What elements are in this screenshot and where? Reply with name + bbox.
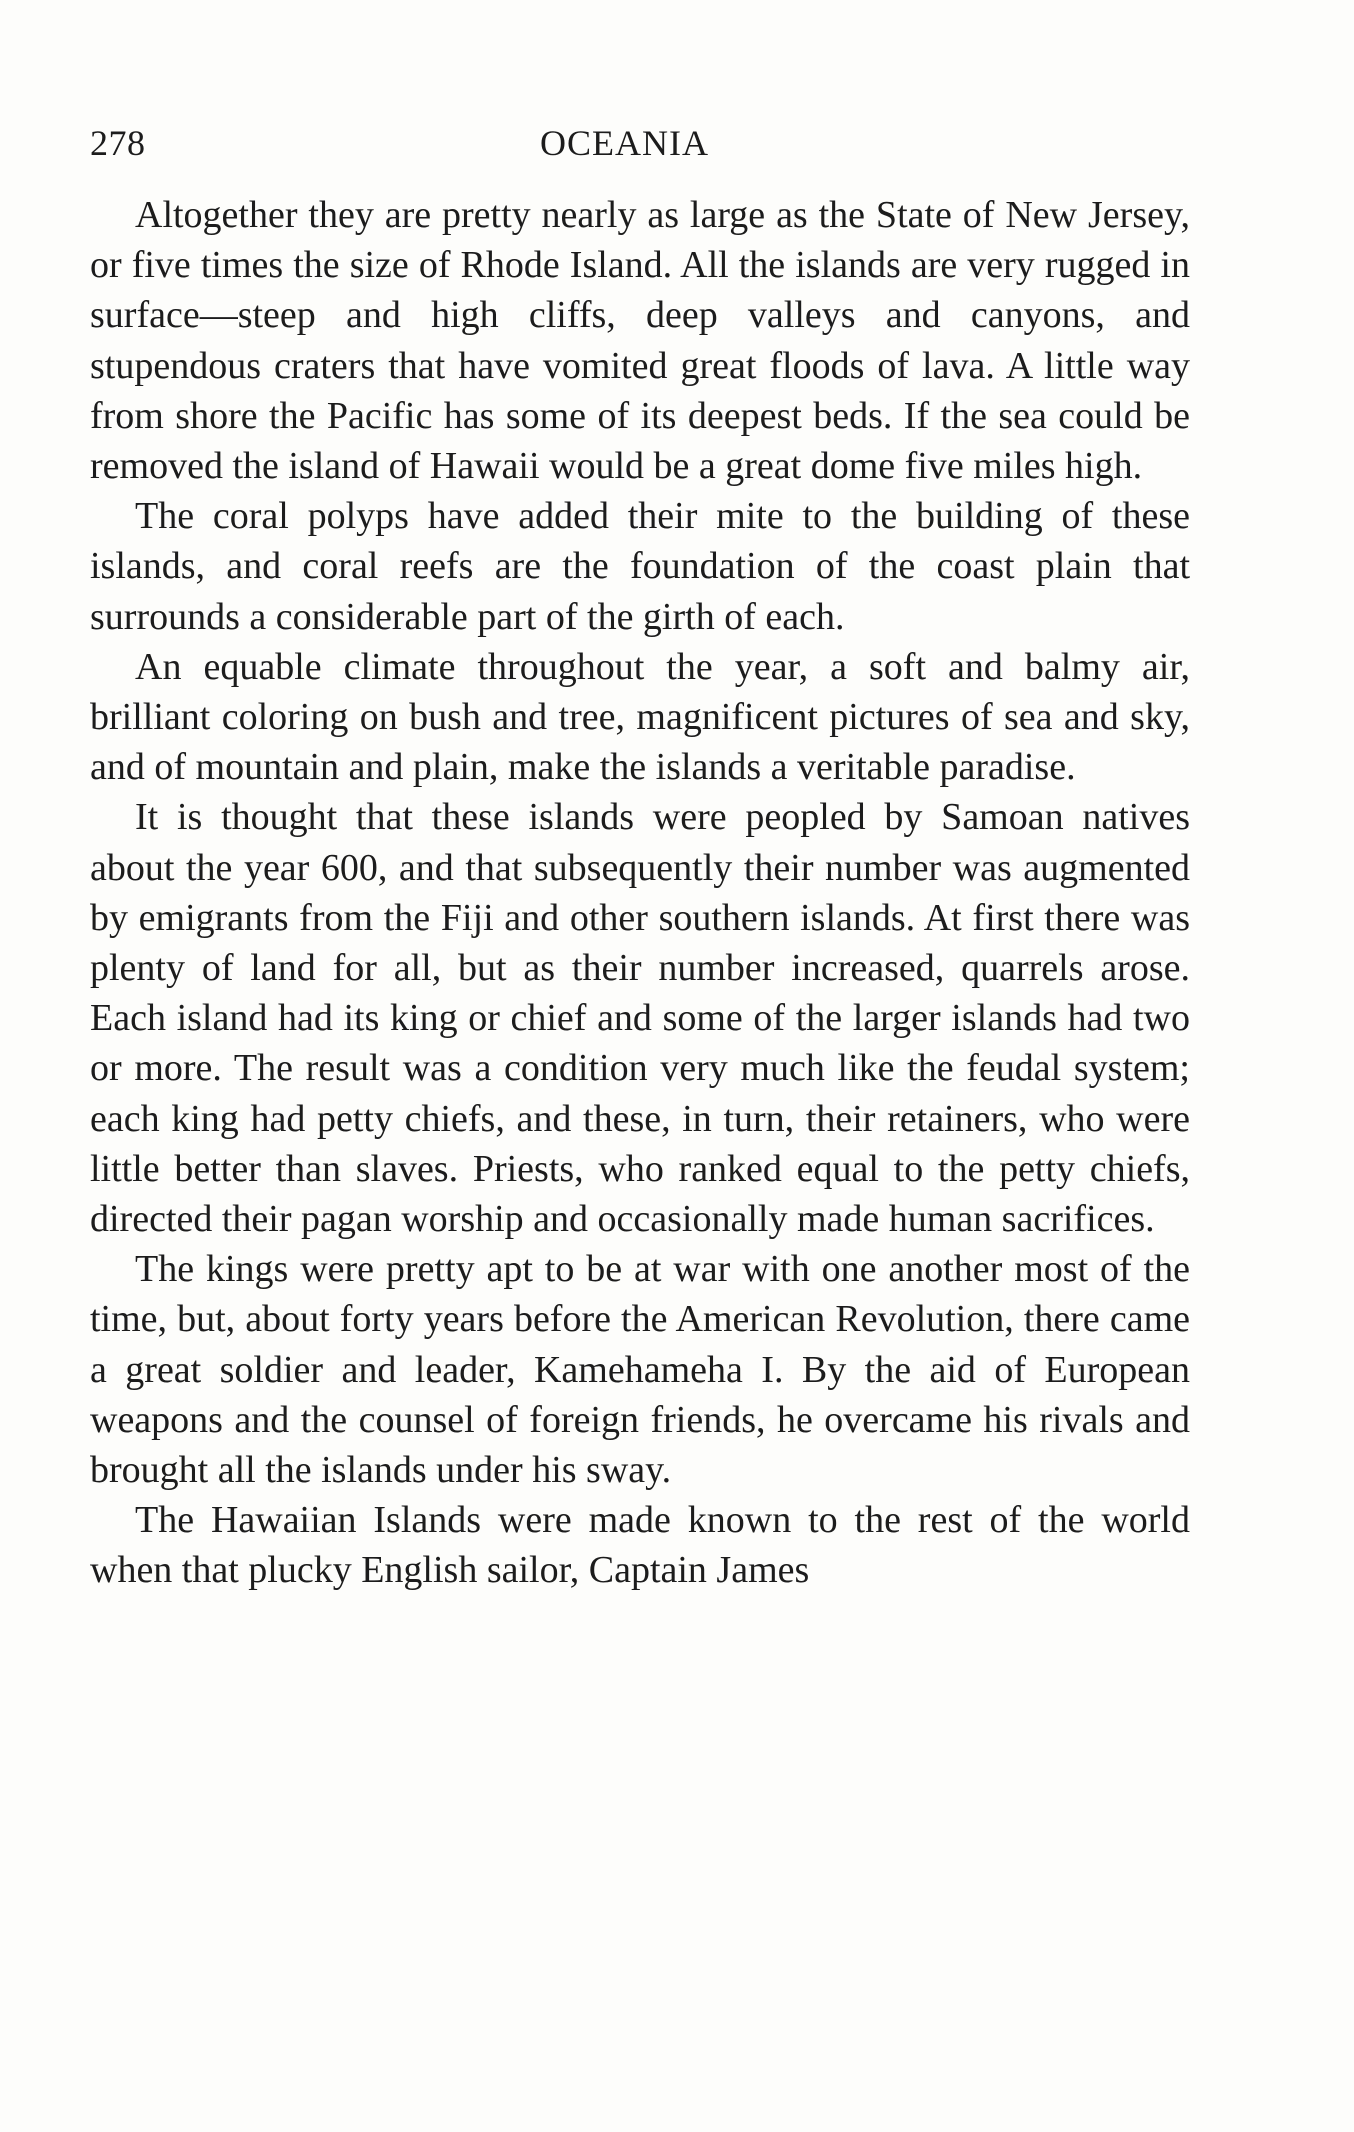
paragraph: Altogether they are pretty nearly as large as the State of New Jersey, or five times the size of Rhode Island. All the islands are very rugged in surface—steep and high cliffs, deep valleys and canyons, and stupendous craters that have vomited great floods of lava. A little way from shore the Pacific has some of its deepest beds. If the sea could be removed the island of Hawaii would be a great dome five miles high. bbox=[90, 194, 1190, 488]
running-head: OCEANIA bbox=[540, 123, 709, 163]
paragraph: The coral polyps have added their mite to the building of these islands, and coral reefs are the foundation of the coast plain that surrounds a considerable part of the girth of each. bbox=[90, 495, 1190, 638]
book-page bbox=[90, 118, 1190, 1596]
page-number: 278 bbox=[90, 123, 146, 163]
paragraph: An equable climate throughout the year, a soft and balmy air, brilliant coloring on bush and tree, magnificent pictures of sea and sky, and of mountain and plain, make the islands a veritable paradise. bbox=[90, 645, 1190, 789]
body-text bbox=[90, 190, 1190, 1596]
paragraph: The kings were pretty apt to be at war with one another most of the time, but, about forty years before the American Revolution, there came a great soldier and leader, Kamehameha I. By the aid of European weapons and the counsel of foreign friends, he overcame his rivals and brought all the islands under his sway. bbox=[90, 1248, 1190, 1492]
paragraph: It is thought that these islands were peopled by Samoan natives about the year 600, and that subsequently their number was augmented by emigrants from the Fiji and other southern islands. At first there was plenty of land for all, but as their number increased, quarrels arose. Each island had its king or chief and some of the larger islands had two or more. The result was a condition very much like the feudal system; each king had petty chiefs, and these, in turn, their retainers, who were little better than slaves. Priests, who ranked equal to the petty chiefs, directed their pagan worship and occasionally made human sacrifices. bbox=[90, 796, 1190, 1241]
paragraph: The Hawaiian Islands were made known to the rest of the world when that plucky English sailor, Captain James bbox=[90, 1499, 1190, 1592]
page-header bbox=[90, 118, 1190, 168]
